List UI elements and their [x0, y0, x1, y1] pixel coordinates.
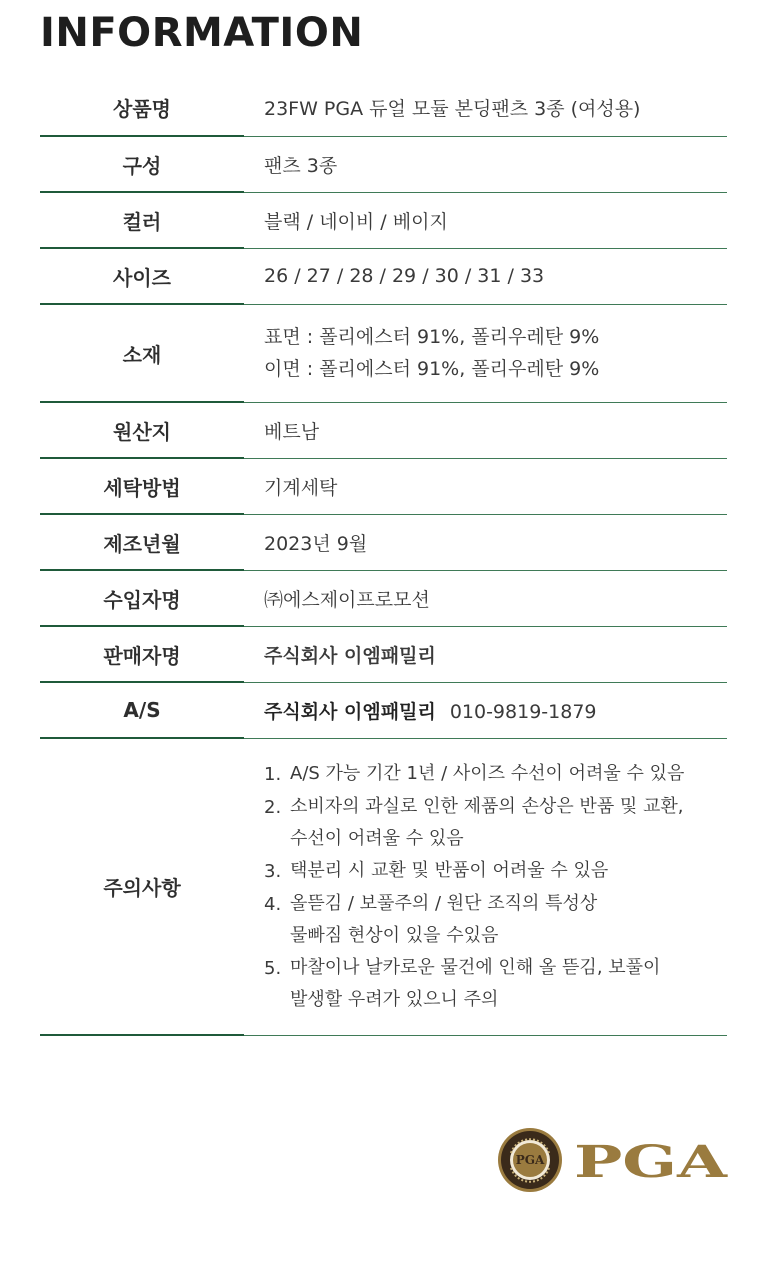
pga-seal-icon	[498, 1128, 562, 1192]
list-item-number: 4.	[264, 893, 282, 915]
row-label-composition: 구성	[40, 136, 244, 192]
row-label-color: 컬러	[40, 192, 244, 248]
table-row	[40, 738, 727, 1035]
row-label-washing: 세탁방법	[40, 458, 244, 514]
list-item	[264, 758, 727, 791]
row-value-cautions	[244, 738, 727, 1035]
material-surface: 표면 : 폴리에스터 91%, 폴리우레탄 9%	[264, 326, 600, 348]
row-label-manufacture-date: 제조년월	[40, 514, 244, 570]
cautions-list	[264, 758, 727, 1016]
row-label-origin: 원산지	[40, 402, 244, 458]
row-value-size: 26 / 27 / 28 / 29 / 30 / 31 / 33	[244, 248, 727, 304]
pga-wordmark: PGA	[574, 1137, 729, 1188]
row-value-seller: 주식회사 이엠패밀리	[244, 626, 727, 682]
list-item-line: 발생할 우려가 있으니 주의	[290, 988, 499, 1010]
as-company: 주식회사 이엠패밀리	[264, 700, 436, 723]
list-item-line: 택분리 시 교환 및 반품이 어려울 수 있음	[290, 859, 609, 881]
list-item	[264, 855, 727, 888]
as-phone: 010-9819-1879	[449, 700, 597, 723]
list-item-line: 물빠짐 현상이 있을 수있음	[290, 924, 499, 946]
list-item-line: 올뜯김 / 보풀주의 / 원단 조직의 특성상	[290, 892, 598, 914]
row-value-color: 블랙 / 네이비 / 베이지	[244, 192, 727, 248]
row-value-as	[244, 682, 727, 738]
table-row	[40, 136, 727, 192]
row-value-washing: 기계세탁	[244, 458, 727, 514]
list-item-number: 5.	[264, 957, 282, 979]
list-item-number: 3.	[264, 860, 282, 882]
table-row	[40, 514, 727, 570]
row-label-material: 소재	[40, 304, 244, 402]
table-row	[40, 304, 727, 402]
list-item-line: 수선이 어려울 수 있음	[290, 827, 464, 849]
row-value-manufacture-date: 2023년 9월	[244, 514, 727, 570]
list-item-line: 마찰이나 날카로운 물건에 인해 올 뜯김, 보풀이	[290, 956, 661, 978]
seal-text: PGA	[515, 1153, 545, 1167]
row-value-product-name: 23FW PGA 듀얼 모듈 본딩팬츠 3종 (여성용)	[244, 80, 727, 136]
list-item	[264, 791, 727, 855]
list-item-line: 소비자의 과실로 인한 제품의 손상은 반품 및 교환,	[290, 795, 684, 817]
table-row	[40, 80, 727, 136]
table-row	[40, 570, 727, 626]
page-title: INFORMATION	[40, 10, 364, 56]
list-item	[264, 888, 727, 952]
list-item	[264, 952, 727, 1016]
row-label-product-name: 상품명	[40, 80, 244, 136]
row-label-cautions: 주의사항	[40, 738, 244, 1035]
pga-logo	[497, 1127, 729, 1193]
list-item-number: 1.	[264, 763, 282, 785]
row-label-size: 사이즈	[40, 248, 244, 304]
table-row	[40, 192, 727, 248]
row-label-as: A/S	[40, 682, 244, 738]
list-item-text	[290, 791, 727, 855]
table-row	[40, 402, 727, 458]
row-value-composition: 팬츠 3종	[244, 136, 727, 192]
list-item-line: A/S 가능 기간 1년 / 사이즈 수선이 어려울 수 있음	[290, 762, 685, 784]
list-item-number: 2.	[264, 796, 282, 818]
row-value-origin: 베트남	[244, 402, 727, 458]
table-row	[40, 248, 727, 304]
row-value-importer: ㈜에스제이프로모션	[244, 570, 727, 626]
list-item-text	[290, 855, 727, 888]
product-info-table	[40, 80, 727, 1036]
row-label-seller: 판매자명	[40, 626, 244, 682]
list-item-text	[290, 758, 727, 791]
row-value-material	[244, 304, 727, 402]
material-back: 이면 : 폴리에스터 91%, 폴리우레탄 9%	[264, 358, 600, 380]
row-label-importer: 수입자명	[40, 570, 244, 626]
table-row	[40, 682, 727, 738]
table-row	[40, 626, 727, 682]
table-row	[40, 458, 727, 514]
list-item-text	[290, 952, 727, 1016]
list-item-text	[290, 888, 727, 952]
